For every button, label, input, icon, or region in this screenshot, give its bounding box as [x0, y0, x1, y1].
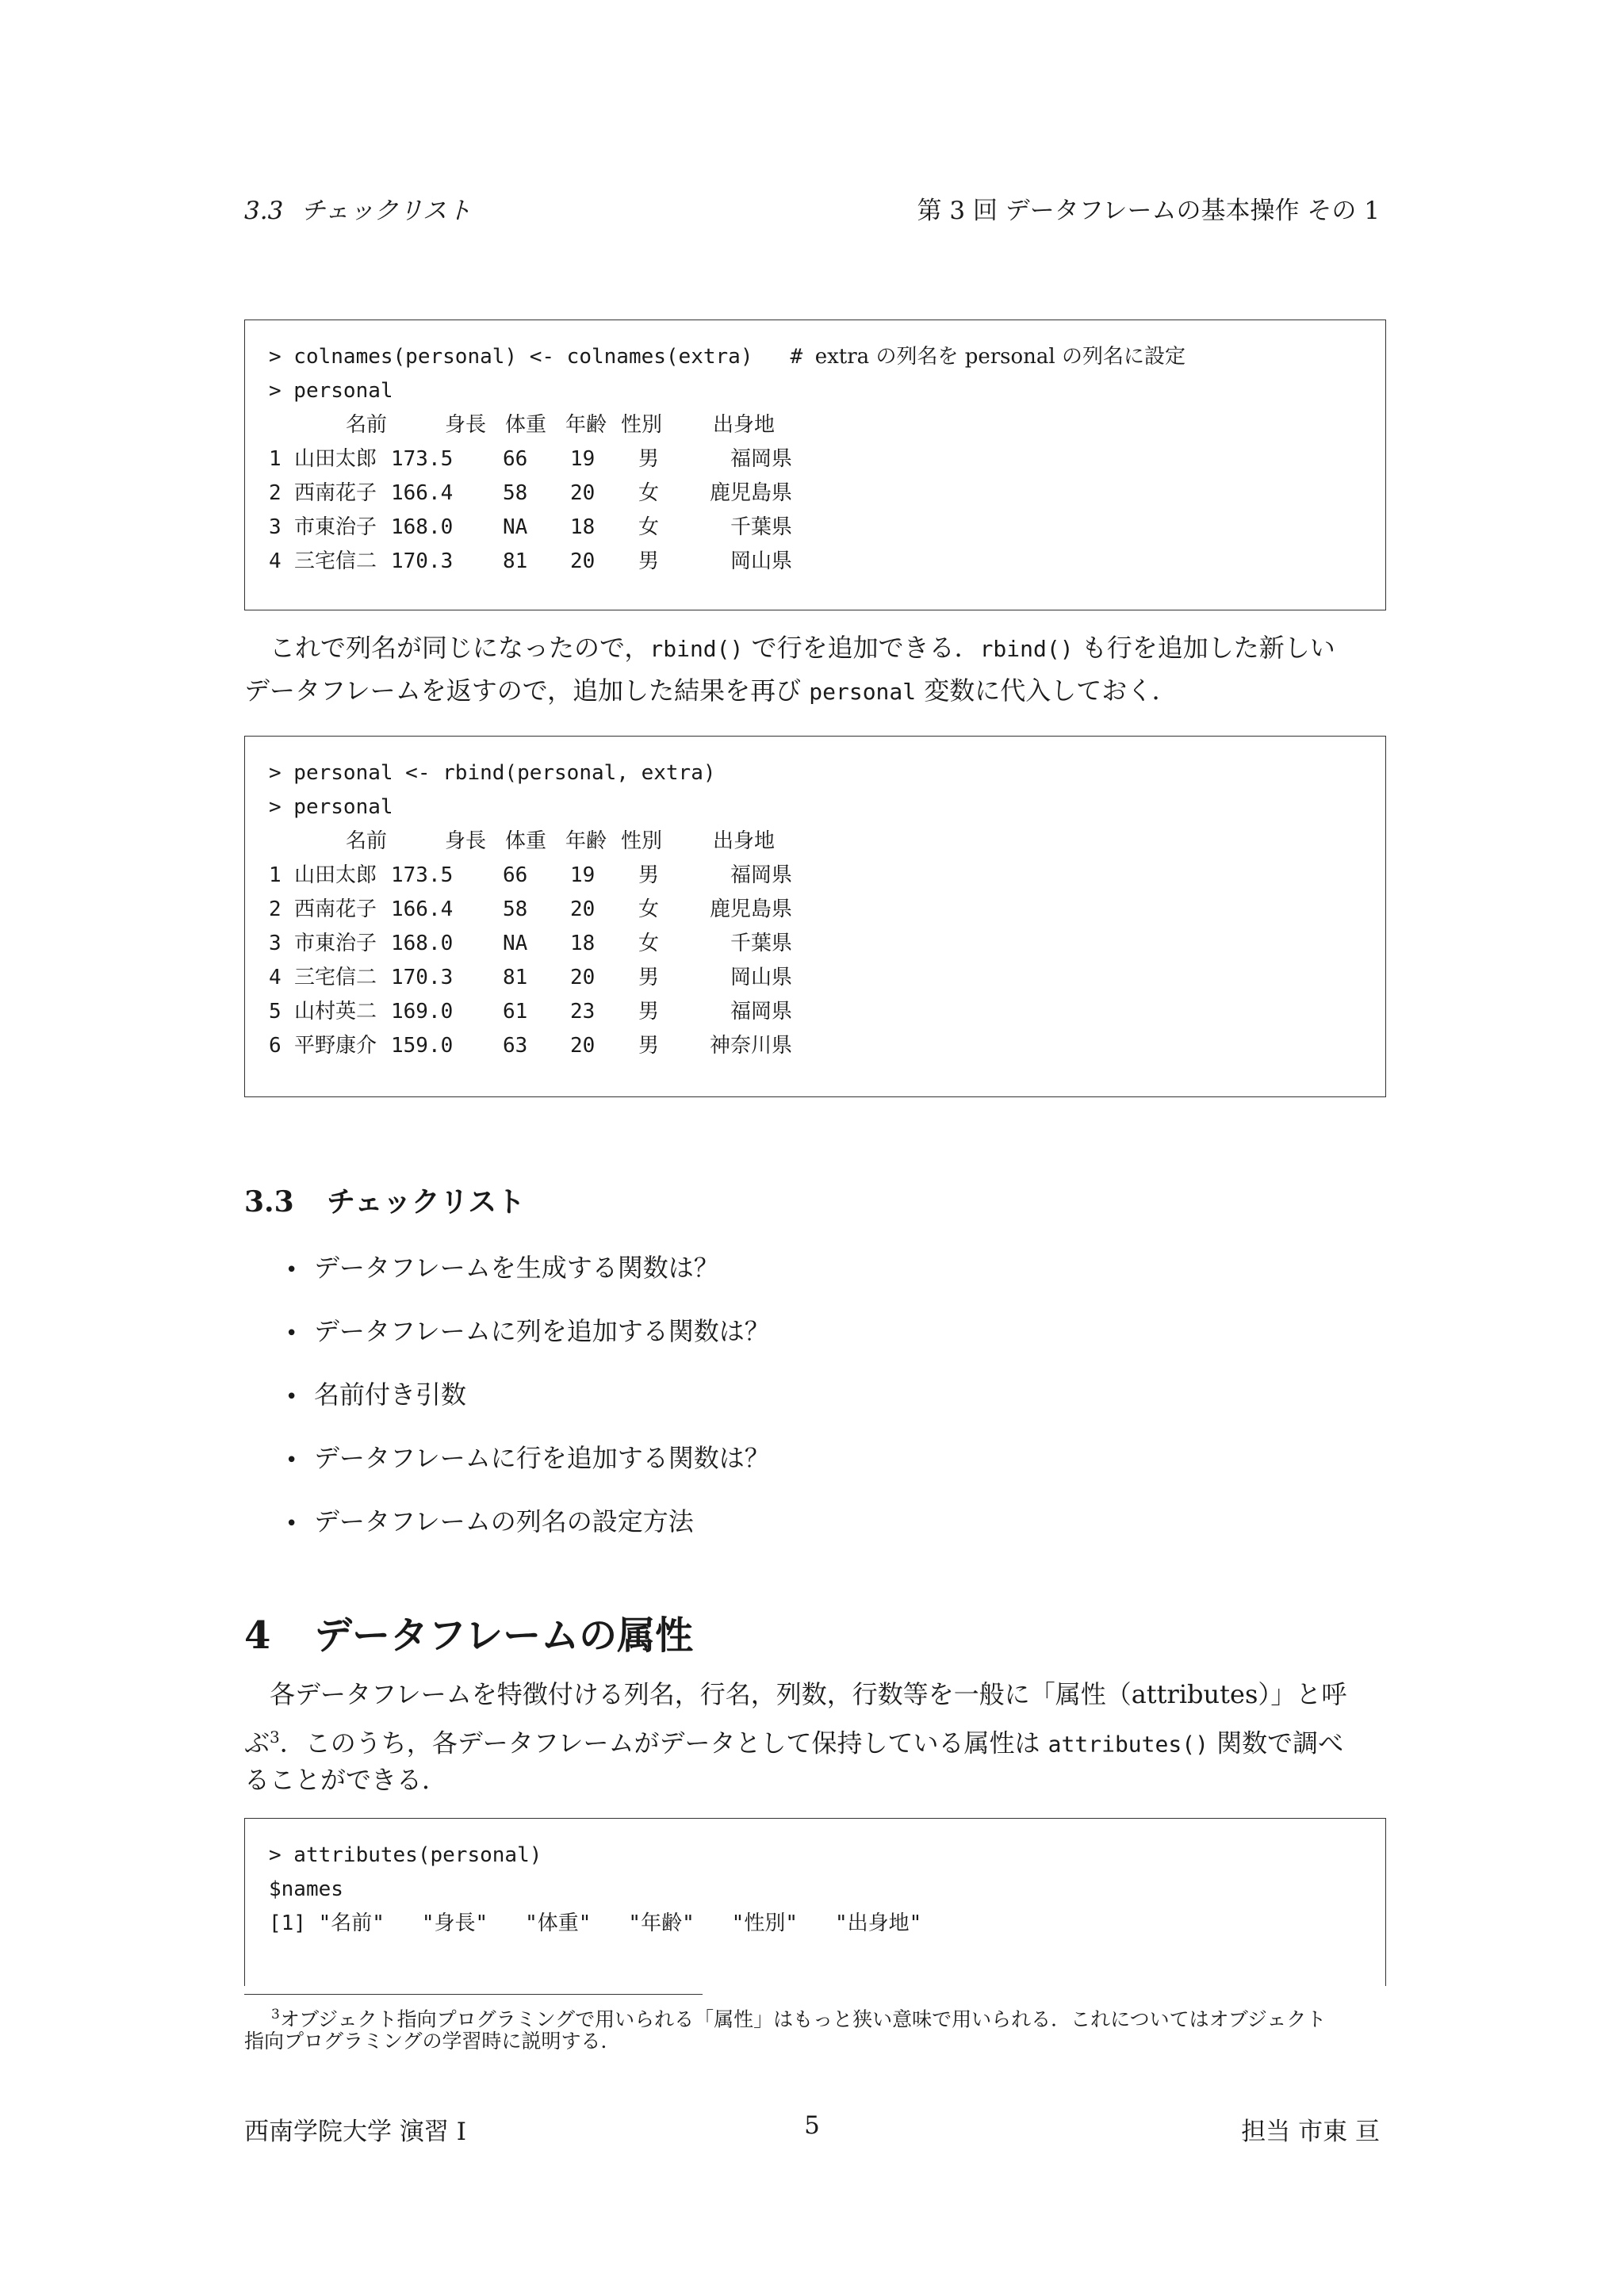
person-name: 山村英二: [294, 1000, 377, 1024]
running-header: [244, 190, 1380, 225]
weight-value: 81: [503, 549, 528, 573]
weight-value: 81: [503, 966, 528, 989]
code-line: [269, 341, 1185, 373]
row-index: 5: [269, 1000, 282, 1024]
age-value: 20: [570, 897, 596, 921]
bullet-icon: •: [285, 1512, 298, 1536]
header-section-number: 3.3: [244, 197, 284, 225]
checklist-item: [285, 1248, 719, 1284]
sex-value: 男: [638, 863, 660, 887]
age-value: 19: [570, 447, 596, 471]
col-header: 年齢: [565, 829, 607, 853]
weight-value: 63: [503, 1034, 528, 1058]
age-value: 20: [570, 549, 596, 573]
col-header: 出身地: [713, 413, 776, 437]
sex-value: 男: [638, 447, 660, 471]
sex-value: 女: [638, 515, 660, 539]
weight-value: 58: [503, 481, 528, 505]
height-value: 159.0: [391, 1034, 454, 1058]
checklist-item: [285, 1502, 694, 1538]
person-name: 西南花子: [294, 897, 377, 921]
text: ．このうち，各データフレームがデータとして保持している属性は: [279, 1728, 1048, 1758]
code-command: > colnames(personal) <- colnames(extra) #: [269, 345, 815, 369]
checklist-text: 名前付き引数: [314, 1380, 467, 1410]
checklist-text: データフレームを生成する関数は？: [314, 1253, 719, 1283]
row-index: 3: [269, 932, 282, 955]
bullet-icon: •: [285, 1258, 298, 1282]
hometown-value: 鹿児島県: [709, 481, 792, 505]
age-value: 20: [570, 1034, 596, 1058]
checklist-item: [285, 1375, 466, 1411]
height-value: 168.0: [391, 932, 454, 955]
inline-code: rbind(): [979, 636, 1074, 662]
paragraph-rbind: [244, 626, 1386, 714]
bullet-icon: •: [285, 1322, 298, 1345]
weight-value: NA: [503, 515, 528, 539]
col-header: 体重: [505, 413, 547, 437]
sex-value: 男: [638, 1034, 660, 1058]
code-block-rbind: [244, 736, 1386, 1097]
bullet-icon: •: [285, 1448, 298, 1472]
footnote-marker[interactable]: 3: [270, 1728, 280, 1747]
col-header: 身長: [445, 413, 487, 437]
page-footer: [244, 2111, 1380, 2146]
header-chapter-title: 第 3 回 データフレームの基本操作 その 1: [917, 197, 1380, 225]
row-index: 2: [269, 897, 282, 921]
sex-value: 男: [638, 966, 660, 989]
code-line: > personal <- rbind(personal, extra): [269, 761, 716, 785]
age-value: 19: [570, 863, 596, 887]
inline-code: personal: [809, 679, 917, 705]
footer-instructor: 担当 市東 亘: [1241, 2118, 1380, 2146]
hometown-value: 福岡県: [730, 447, 792, 471]
hometown-value: 神奈川県: [709, 1034, 792, 1058]
footnote-rule: [244, 1994, 703, 1995]
checklist-item: [285, 1438, 770, 1475]
age-value: 20: [570, 966, 596, 989]
text: これで列名が同じになったので，: [270, 633, 650, 663]
col-header: 年齢: [565, 413, 607, 437]
row-index: 2: [269, 481, 282, 505]
header-section: [244, 190, 472, 226]
hometown-value: 岡山県: [730, 966, 792, 989]
row-index: 3: [269, 515, 282, 539]
hometown-value: 岡山県: [730, 549, 792, 573]
section-heading-3-3: [244, 1180, 525, 1220]
person-name: 平野康介: [294, 1034, 377, 1058]
age-value: 20: [570, 481, 596, 505]
sex-value: 女: [638, 932, 660, 955]
person-name: 山田太郎: [294, 863, 377, 887]
row-index: 4: [269, 549, 282, 573]
sex-value: 男: [638, 549, 660, 573]
text: データフレームを返すので，追加した結果を再び: [244, 675, 810, 706]
text: で行を追加できる．: [743, 633, 980, 663]
person-name: 三宅信二: [294, 549, 377, 573]
header-section-title: チェックリスト: [301, 197, 472, 225]
age-value: 23: [570, 1000, 596, 1024]
height-value: 168.0: [391, 515, 454, 539]
weight-value: 61: [503, 1000, 528, 1024]
hometown-value: 福岡県: [730, 1000, 792, 1024]
bullet-icon: •: [285, 1385, 298, 1409]
height-value: 173.5: [391, 447, 454, 471]
col-header: 出身地: [713, 829, 776, 853]
height-value: 173.5: [391, 863, 454, 887]
row-index: 6: [269, 1034, 282, 1058]
col-header: 名前: [346, 829, 388, 853]
row-index: 1: [269, 863, 282, 887]
col-header: 性別: [621, 413, 663, 437]
code-line: [1] "名前" "身長" "体重" "年齢" "性別" "出身地": [269, 1911, 922, 1935]
footnote-number: 3: [271, 2007, 280, 2022]
paragraph-line: [244, 669, 1178, 714]
weight-value: 58: [503, 897, 528, 921]
hometown-value: 千葉県: [730, 932, 792, 955]
section-number: 3.3: [244, 1185, 294, 1219]
code-line: > personal: [269, 379, 393, 403]
height-value: 170.3: [391, 549, 454, 573]
height-value: 169.0: [391, 1000, 454, 1024]
col-header: 身長: [445, 829, 487, 853]
age-value: 18: [570, 932, 596, 955]
checklist-text: データフレームの列名の設定方法: [314, 1506, 694, 1536]
col-header: 性別: [621, 829, 663, 853]
code-line: $names: [269, 1877, 343, 1901]
section-title: チェックリスト: [327, 1185, 526, 1219]
footnote-text: オブジェクト指向プログラミングで用いられる「属性」はもっと狭い意味で用いられる．これについてはオブジェクト: [279, 2007, 1327, 2031]
text: 関数で調べ: [1208, 1728, 1344, 1758]
section-title: データフレームの属性: [314, 1613, 694, 1658]
text: も行を追加した新しい: [1073, 633, 1335, 663]
sex-value: 男: [638, 1000, 660, 1024]
code-block-attributes: [244, 1818, 1386, 1986]
inline-code: attributes(): [1048, 1731, 1208, 1758]
checklist-item: [285, 1311, 770, 1348]
footnote-line: 指向プログラミングの学習時に説明する．: [244, 2030, 621, 2053]
col-header: 名前: [346, 413, 388, 437]
section-number: 4: [244, 1613, 271, 1658]
sex-value: 女: [638, 481, 660, 505]
code-block-colnames: [244, 320, 1386, 610]
person-name: 市東治子: [294, 515, 377, 539]
row-index: 1: [269, 447, 282, 471]
checklist-text: データフレームに行を追加する関数は？: [314, 1443, 770, 1473]
weight-value: 66: [503, 447, 528, 471]
footer-course: 西南学院大学 演習 I: [244, 2118, 466, 2146]
hometown-value: 千葉県: [730, 515, 792, 539]
height-value: 166.4: [391, 481, 454, 505]
row-index: 4: [269, 966, 282, 989]
code-line: > personal: [269, 795, 393, 819]
col-header: 体重: [505, 829, 547, 853]
height-value: 170.3: [391, 966, 454, 989]
paragraph-line: ることができる．: [244, 1765, 448, 1795]
hometown-value: 鹿児島県: [709, 897, 792, 921]
person-name: 山田太郎: [294, 447, 377, 471]
weight-value: NA: [503, 932, 528, 955]
weight-value: 66: [503, 863, 528, 887]
hometown-value: 福岡県: [730, 863, 792, 887]
age-value: 18: [570, 515, 596, 539]
person-name: 三宅信二: [294, 966, 377, 989]
code-line: > attributes(personal): [269, 1843, 542, 1867]
footnote: [244, 2001, 1386, 2058]
height-value: 166.4: [391, 897, 454, 921]
sex-value: 女: [638, 897, 660, 921]
paragraph-attributes: [244, 1673, 1386, 1804]
inline-code: rbind(): [649, 636, 744, 662]
text: ぶ: [244, 1728, 270, 1758]
page-number: 5: [804, 2111, 820, 2140]
checklist-text: データフレームに列を追加する関数は？: [314, 1316, 770, 1346]
section-heading-4: [244, 1605, 693, 1659]
text: 変数に代入しておく．: [916, 675, 1178, 706]
paragraph-line: [270, 626, 1335, 671]
code-comment: extra の列名を personal の列名に設定: [814, 345, 1185, 369]
paragraph-line: 各データフレームを特徴付ける列名，行名，列数，行数等を一般に「属性（attributes）」と呼: [270, 1679, 1347, 1709]
person-name: 西南花子: [294, 481, 377, 505]
person-name: 市東治子: [294, 932, 377, 955]
